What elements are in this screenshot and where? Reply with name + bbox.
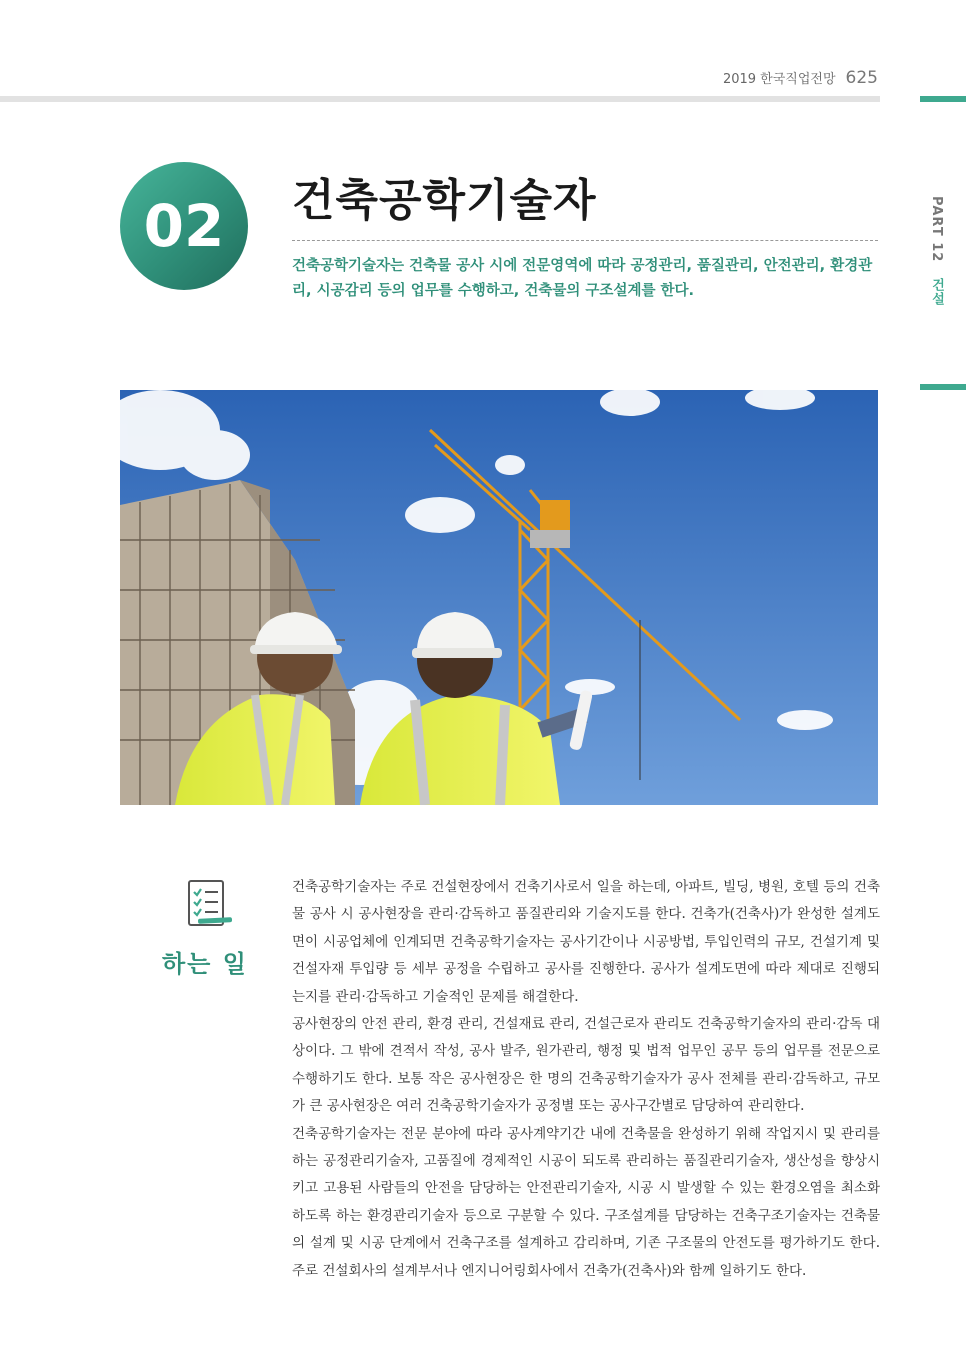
job-summary: 건축공학기술자는 건축물 공사 시에 전문영역에 따라 공정관리, 품질관리, 안전관리, 환경관리, 시공감리 등의 업무를 수행하고, 건축물의 구조설계를 한다. (292, 258, 873, 299)
paragraph: 건축공학기술자는 전문 분야에 따라 공사계약기간 내에 건축물을 완성하기 위해 작업지시 및 관리를 하는 공정관리기술자, 고품질에 경제적인 시공이 되도록 관리하는 품질관리기술자, 생산성을 향상시키고 고용된 사람들의 안전을 담당하는 안전관리기술자, 시공 시 발생할 수 있는 환경오염을 최소화하도록 하는 환경관리기술자 등으로 구분할 수 있다. 구조설계를 담당하는 건축구조기술자는 건축물의 설계 및 시공 단계에서 건축구조를 설계하고 감리하며, 기존 구조물의 안전도를 평가하기도 한다. 주로 건설회사의 설계부서나 엔지니어링회사에서 건축가(건축사)와 함께 일하기도 한다. (292, 1125, 880, 1279)
page-number: 625 (845, 68, 878, 88)
side-tab-label (927, 196, 946, 306)
part-label: PART 12 (929, 196, 944, 263)
book-title: 2019 한국직업전망 (722, 72, 836, 87)
paragraph: 공사현장의 안전 관리, 환경 관리, 건설재료 관리, 건설근로자 관리도 건축공학기술자의 관리·감독 대상이다. 그 밖에 견적서 작성, 공사 발주, 원가관리, 행정 및 법적 업무인 공무 등의 업무를 전문으로 수행하기도 한다. 보통 작은 공사현장은 한 명의 건축공학기술자가 공사 전체를 관리·감독하고, 규모가 큰 공사현장은 여러 건축공학기술자가 공정별 또는 공사구간별로 담당하여 관리한다. (292, 1016, 880, 1115)
page-title: 건축공학기술자 (292, 175, 597, 226)
header-rule (0, 96, 880, 102)
running-header (723, 68, 878, 88)
category-label: 건설 (929, 277, 944, 306)
side-tab-bar-bottom (920, 384, 966, 390)
checklist-icon (186, 878, 236, 934)
side-tab-bar-top (920, 96, 966, 102)
section-body (292, 874, 880, 1285)
job-number-badge: 02 (120, 162, 248, 290)
paragraph: 건축공학기술자는 주로 건설현장에서 건축기사로서 일을 하는데, 아파트, 빌딩, 병원, 호텔 등의 건축물 공사 시 공사현장을 관리·감독하고 품질관리와 기술지도를 한다. 건축가(건축사)가 완성한 설계도면이 시공업체에 인계되면 건축공학기술자는 공사기간이나 시공방법, 투입인력의 규모, 건설기계 및 건설자재 투입량 등 세부 공정을 수립하고 공사를 진행한다. 공사가 설계도면에 따라 제대로 진행되는지를 관리·감독하고 기술적인 문제를 해결한다. (292, 879, 880, 1005)
title-divider (292, 240, 878, 241)
construction-site-photo (120, 390, 878, 805)
section-label: 하는 일 (162, 950, 248, 978)
